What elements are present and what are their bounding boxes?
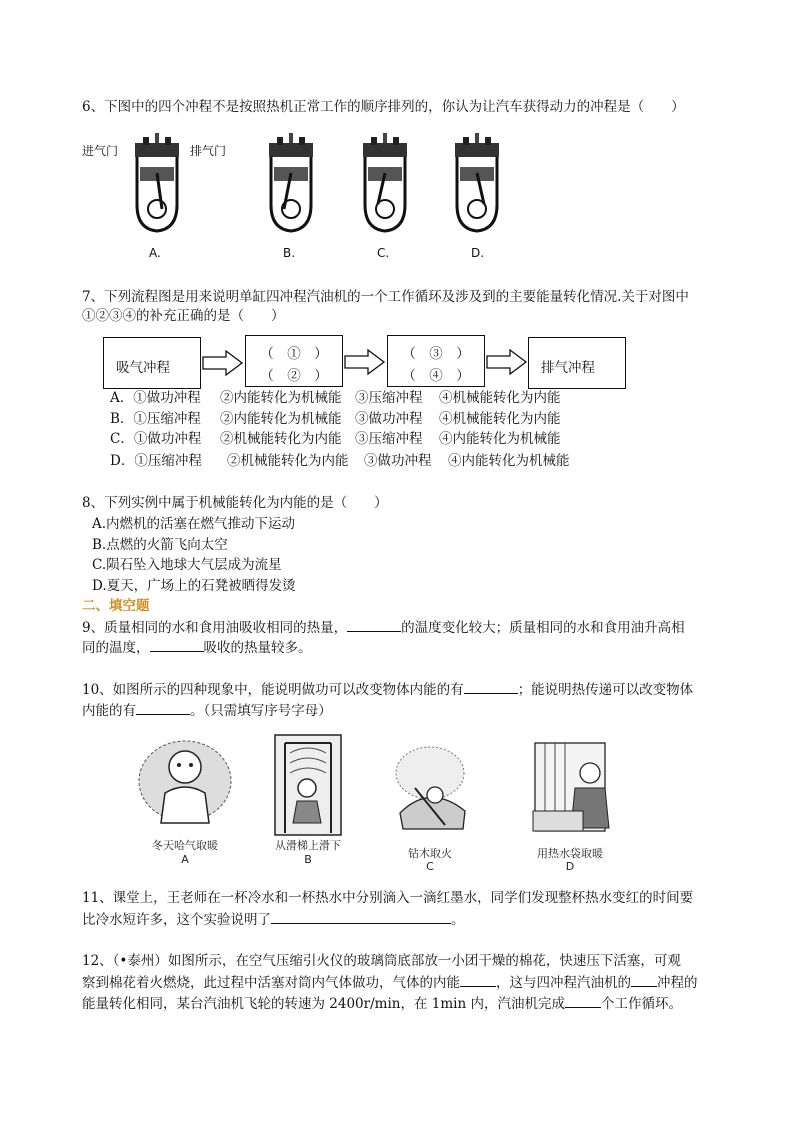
engine-c-icon: [363, 133, 407, 231]
engine-d-icon: [455, 133, 499, 231]
section-heading-fill-in: 二、填空题: [82, 598, 150, 614]
flow-box-stage-2: [245, 335, 343, 387]
flow-arrow-3-icon: [486, 349, 528, 375]
engine-label-d: D.: [471, 246, 485, 260]
q12-line3: 能量转化相同，某台汽油机飞轮的转速为 2400r/min，在 1min 内，汽油机完成 个工作循环。: [82, 993, 682, 1014]
q6-text: 6、下图中的四个冲程不是按照热机正常工作的顺序排列的，你认为让汽车获得动力的冲程是（ ）: [82, 99, 685, 115]
flow-box-3-bottom: （ ④ ）: [402, 368, 470, 384]
drilling-wood-fire-icon: [396, 747, 465, 829]
hot-water-bag-icon: [533, 743, 609, 831]
q11-line2: 比冷水短许多，这个实验说明了 。: [82, 909, 465, 930]
q10-blank-2[interactable]: [136, 700, 190, 715]
picture-a-caption: 冬天哈气取暖: [152, 839, 218, 852]
q12-blank-1[interactable]: [460, 972, 496, 987]
warming-hands-icon: [139, 741, 231, 823]
q8-option-b: B.点燃的火箭飞向太空: [92, 537, 228, 553]
flow-arrow-2-icon: [344, 349, 386, 375]
engine-label-a: A.: [149, 246, 161, 260]
q9-blank-1[interactable]: [347, 617, 401, 632]
exhaust-valve-label: 排气门: [190, 144, 227, 158]
q9-line2: 同的温度， 吸收的热量较多。: [82, 637, 312, 658]
picture-a-letter: A: [181, 853, 189, 866]
q9-blank-2[interactable]: [150, 637, 204, 652]
q12-blank-3[interactable]: [565, 993, 601, 1008]
flow-box-stage-3: [387, 335, 485, 387]
flow-box-2-top: （ ① ）: [260, 346, 328, 362]
q12-line1: 12、（•泰州）如图所示，在空气压缩引火仪的玻璃筒底部放一小团干燥的棉花，快速压下活塞，可观: [82, 953, 681, 969]
q12-line2: 察到棉花着火燃烧，此过程中活塞对筒内气体做功，气体的内能 ，这与四冲程汽油机的 冲程的: [82, 972, 698, 993]
picture-d-caption: 用热水袋取暖: [537, 847, 603, 860]
engine-diagrams: [82, 128, 522, 268]
flow-box-exhaust: [528, 337, 626, 389]
engine-b-icon: [269, 133, 313, 231]
q7-option-a: A．①做功冲程 ②内能转化为机械能 ③压缩冲程 ④机械能转化为内能: [110, 390, 561, 406]
flow-box-exhaust-label: 排气冲程: [541, 360, 595, 376]
engine-label-c: C.: [377, 246, 390, 260]
q8-text: 8、下列实例中属于机械能转化为内能的是（ ）: [82, 495, 388, 511]
q7-option-c: C．①做功冲程 ②机械能转化为内能 ③压缩冲程 ④内能转化为机械能: [110, 431, 561, 447]
engine-label-b: B.: [283, 246, 296, 260]
q7-option-d: D．①压缩冲程 ②机械能转化为内能 ③做功冲程 ④内能转化为机械能: [110, 453, 570, 469]
q9-line1: 9、质量相同的水和食用油吸收相同的热量， 的温度变化较大；质量相同的水和食用油升高相: [82, 617, 685, 638]
flow-arrow-1-icon: [202, 350, 244, 376]
q6-engine-figures: [82, 128, 522, 268]
q8-option-c: C.陨石坠入地球大气层成为流星: [92, 557, 282, 573]
q8-option-a: A.内燃机的活塞在燃气推动下运动: [92, 516, 296, 532]
flow-box-intake-label: 吸气冲程: [116, 360, 170, 376]
q8-option-d: D.夏天，广场上的石凳被晒得发烫: [92, 578, 296, 594]
q10-pictures: [135, 733, 615, 873]
q7-option-b: B．①压缩冲程 ②内能转化为机械能 ③做功冲程 ④机械能转化为内能: [110, 411, 561, 427]
flow-box-3-top: （ ③ ）: [402, 346, 470, 362]
q7-text-line2: ①②③④的补充正确的是（ ）: [82, 308, 285, 324]
flow-box-2-bottom: （ ② ）: [260, 368, 328, 384]
picture-b-letter: B: [304, 853, 312, 866]
q10-line1: 10、如图所示的四种现象中，能说明做功可以改变物体内能的有 ；能说明热传递可以改变物体: [82, 679, 693, 700]
q7-text-line1: 7、下列流程图是用来说明单缸四冲程汽油机的一个工作循环及涉及到的主要能量转化情况.关于对图中: [82, 289, 689, 305]
picture-c-caption: 钻木取火: [408, 847, 452, 860]
q11-blank[interactable]: [271, 909, 451, 924]
q10-line2: 内能的有 。（只需填写序号字母）: [82, 700, 332, 721]
q10-blank-1[interactable]: [464, 679, 518, 694]
picture-c-letter: C: [426, 860, 434, 873]
q12-blank-2[interactable]: [631, 972, 657, 987]
q11-line1: 11、课堂上，王老师在一杯冷水和一杯热水中分别滴入一滴红墨水，同学们发现整杯热水变红的时间要: [82, 890, 694, 906]
picture-b-caption: 从滑梯上滑下: [275, 839, 341, 852]
picture-d-letter: D: [565, 860, 575, 873]
intake-valve-label: 进气门: [82, 144, 119, 158]
slide-icon: [275, 735, 341, 835]
flow-box-intake: [103, 337, 201, 389]
